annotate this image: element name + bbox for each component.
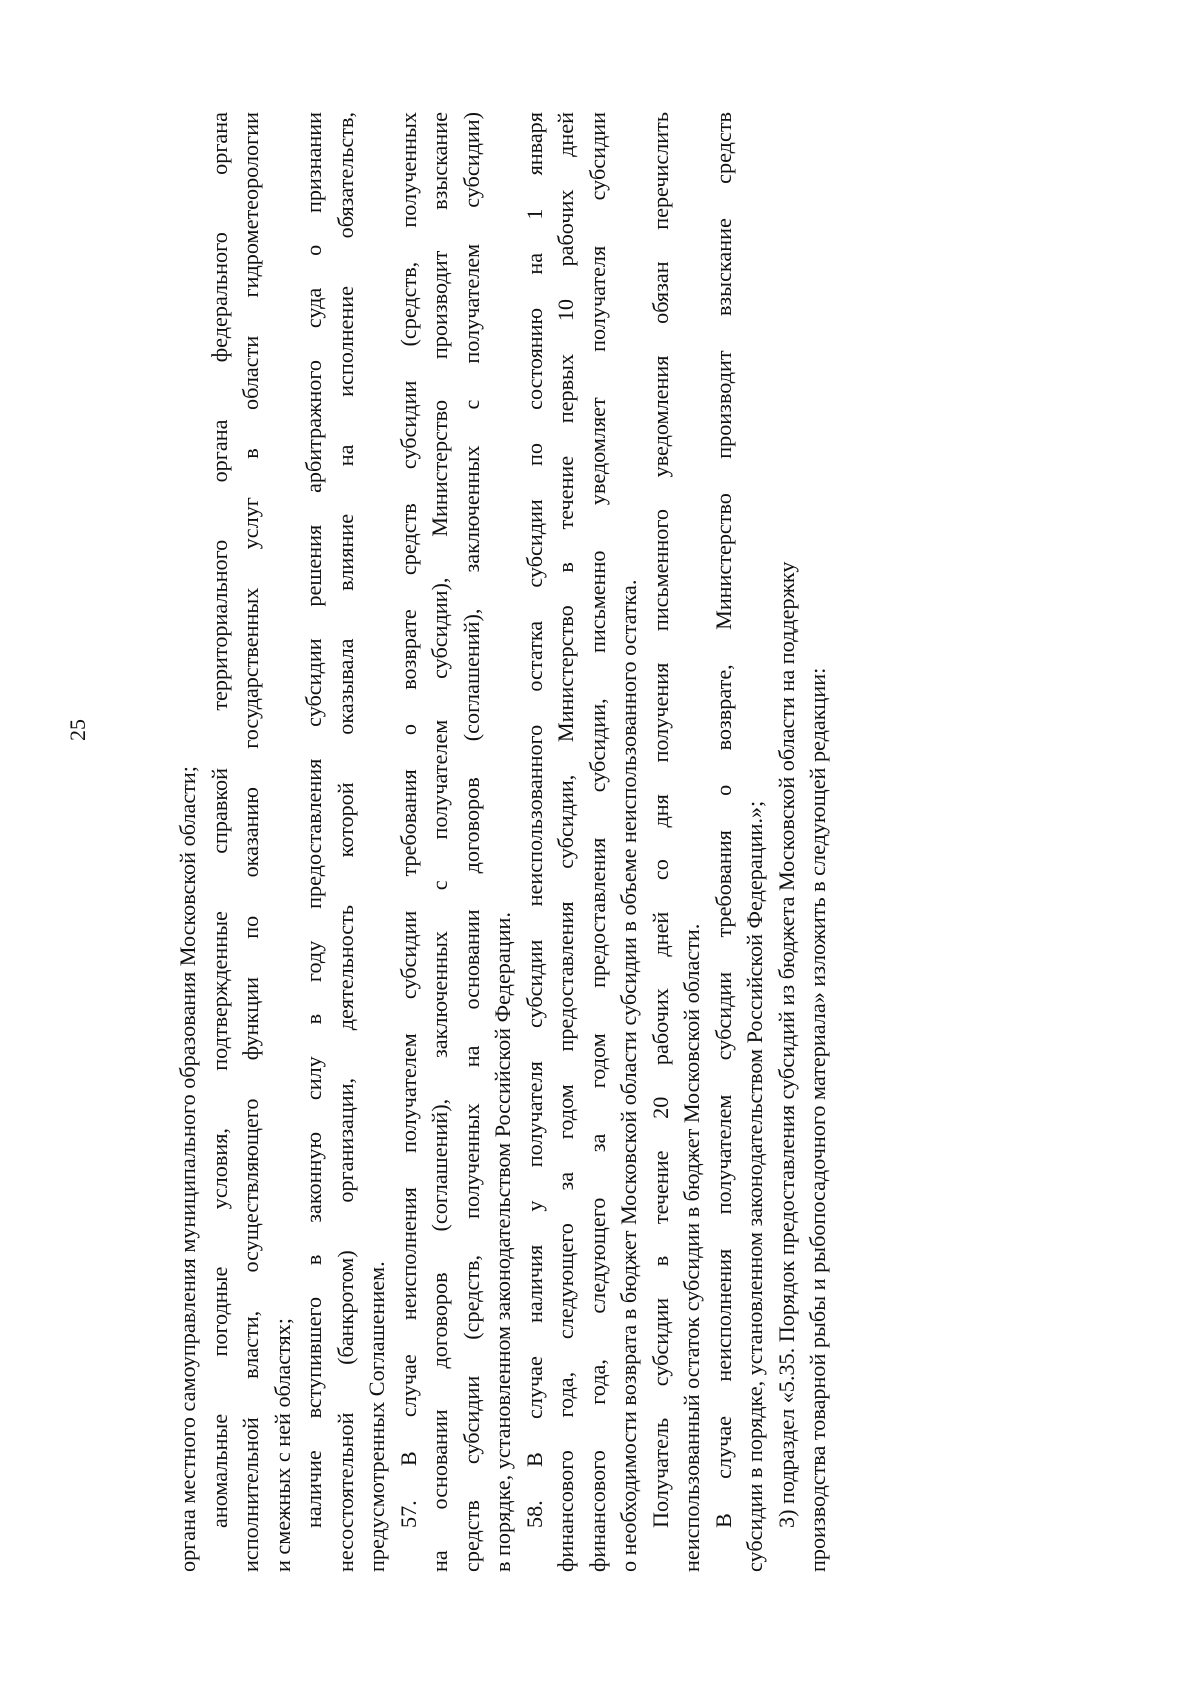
text-line: органа местного самоуправления муниципального образования Московской области; (175, 766, 200, 1572)
text-line: неиспользованный остаток субсидии в бюджет Московской области. (679, 923, 704, 1572)
text-line: наличие вступившего в законную силу в году предоставления субсидии решения арбитражного суда о признании (301, 112, 326, 1528)
text-line: средств субсидии (средств, полученных на основании договоров (соглашений), заключенных с получателем субсидии) (458, 112, 484, 1572)
text-line: исполнительной власти, осуществляющего функции по оказанию государственных услуг в области гидрометеорологии (238, 112, 263, 1572)
text-line: на основании договоров (соглашений), заключенных с получателем субсидии), Министерство производит взыскание (427, 112, 452, 1572)
text-line: финансового года, следующего за годом предоставления субсидии, Министерство в течение первых 10 рабочих дней (553, 112, 578, 1572)
text-line: 3) подраздел «5.35. Порядок предоставления субсидий из бюджета Московской области на поддержку (773, 561, 799, 1528)
text-line: В случае неисполнения получателем субсидии требования о возврате, Министерство производит взыскание средств (710, 112, 736, 1528)
body-text (172, 112, 834, 1572)
text-line: финансового года, следующего за годом предоставления субсидии, письменно уведомляет получателя субсидии (584, 112, 610, 1572)
text-line: о необходимости возврата в бюджет Московской области субсидии в объеме неиспользованного остатка. (616, 579, 641, 1572)
text-line: Получатель субсидии в течение 20 рабочих дней со дня получения письменного уведомления обязан перечислить (647, 112, 673, 1528)
text-line: несостоятельной (банкротом) организации, деятельность которой оказывала влияние на исполнение обязательств, (332, 112, 358, 1572)
text-line: 58. В случае наличия у получателя субсидии неиспользованного остатка субсидии по состоянию на 1 января (521, 112, 547, 1528)
text-line: аномальные погодные условия, подтвержденные справкой территориального органа федерального органа (206, 112, 232, 1528)
text-line: предусмотренных Соглашением. (364, 1261, 389, 1572)
text-line: производства товарной рыбы и рыбопосадочного материала» изложить в следующей редакции: (805, 667, 830, 1572)
text-line: субсидии в порядке, установленном законодательством Российской Федерации.»; (742, 800, 767, 1572)
page-number: 25 (65, 719, 90, 741)
text-line: 57. В случае неисполнения получателем субсидии требования о возврате средств субсидии (средств, полученных (395, 112, 421, 1528)
text-line: и смежных с ней областях; (269, 1318, 295, 1572)
text-line: в порядке, установленном законодательством Российской Федерации. (490, 912, 515, 1572)
